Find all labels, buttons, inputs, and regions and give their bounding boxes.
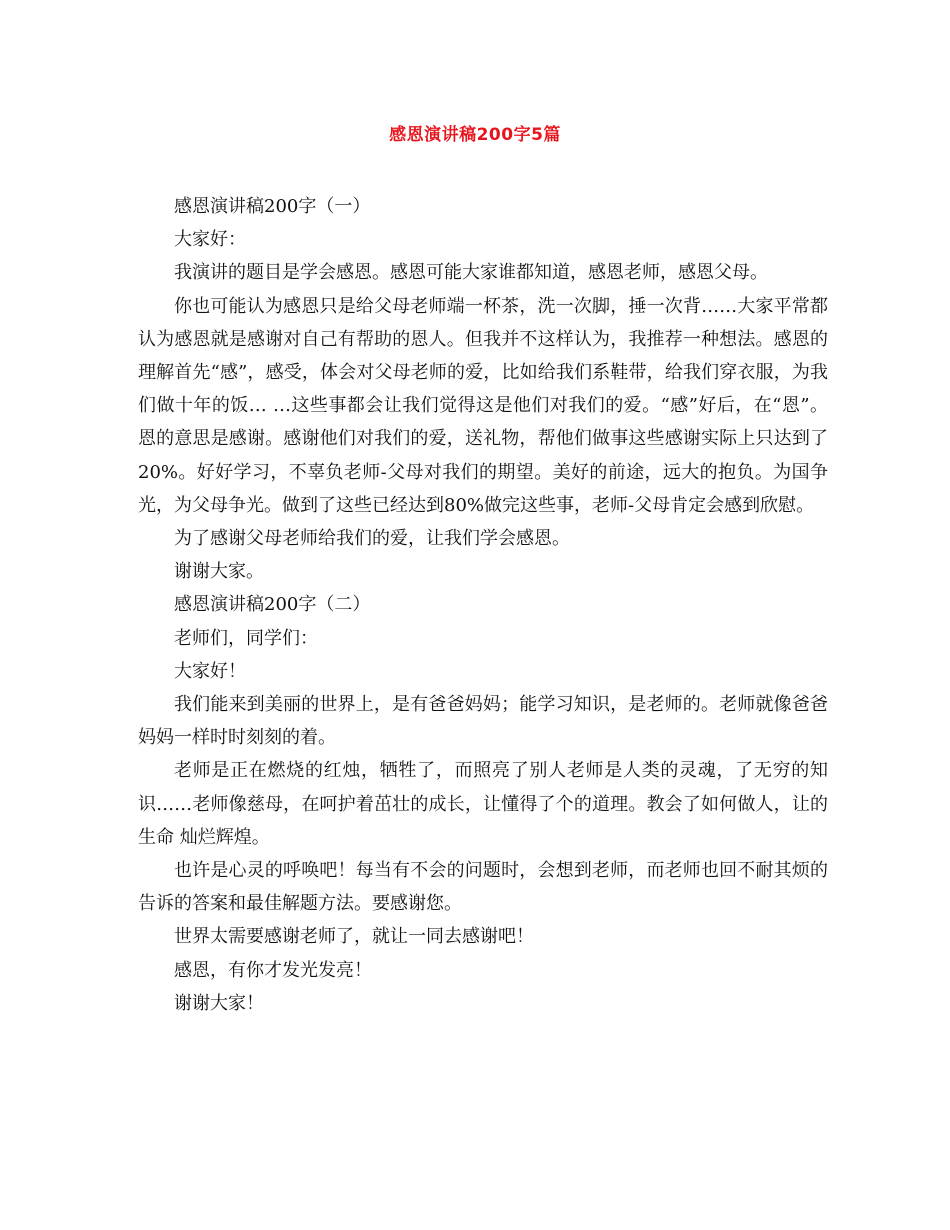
paragraph: 我们能来到美丽的世界上，是有爸爸妈妈；能学习知识，是老师的。老师就像爸爸妈妈一样时时刻刻的着。 — [138, 694, 828, 749]
paragraph: 世界太需要感谢老师了，就让一同去感谢吧！ — [174, 926, 534, 948]
paragraph-heading-1: 感恩演讲稿200字（一） — [174, 196, 371, 217]
paragraph: 为了感谢父母老师给我们的爱，让我们学会感恩。 — [174, 528, 570, 550]
document-title: 感恩演讲稿200字5篇 — [389, 125, 561, 145]
paragraph-greeting: 大家好！ — [174, 660, 246, 682]
document-body — [138, 190, 828, 1020]
paragraph: 你也可能认为感恩只是给父母老师端一杯茶，洗一次脚，捶一次背……大家平常都认为感恩就是感谢对自己有帮助的恩人。但我并不这样认为，我推荐一种想法。感恩的理解首先“感”，感受，体会对父母老师的爱，比如给我们系鞋带，给我们穿衣服，为我们做十年的饭… …这些事都会让我们觉得这是他们对我们的爱。“感”好后，在“恩”。恩的意思是感谢。感谢他们对我们的爱，送礼物，帮他们做事这些感谢实际上只达到了20%。好好学习，不辜负老师-父母对我们的期望。美好的前途，远大的抱负。为国争光，为父母争光。做到了这些已经达到80%做完这些事，老师-父母肯定会感到欣慰。 — [138, 295, 828, 516]
paragraph: 也许是心灵的呼唤吧！每当有不会的问题时，会想到老师，而老师也回不耐其烦的告诉的答案和最佳解题方法。要感谢您。 — [138, 860, 828, 915]
paragraph-greeting: 大家好： — [174, 229, 246, 251]
paragraph-closing: 谢谢大家。 — [174, 561, 264, 583]
paragraph: 老师是正在燃烧的红烛，牺牲了，而照亮了别人老师是人类的灵魂，了无穷的知识……老师像慈母，在呵护着茁壮的成长，让懂得了个的道理。教会了如何做人，让的生命 灿烂辉煌。 — [138, 760, 828, 848]
paragraph: 感恩，有你才发光发亮！ — [174, 959, 372, 981]
paragraph-closing: 谢谢大家！ — [174, 992, 264, 1014]
paragraph-salutation: 老师们，同学们： — [174, 627, 318, 649]
paragraph: 我演讲的题目是学会感恩。感恩可能大家谁都知道，感恩老师，感恩父母。 — [174, 262, 768, 284]
paragraph-heading-2: 感恩演讲稿200字（二） — [174, 594, 371, 616]
